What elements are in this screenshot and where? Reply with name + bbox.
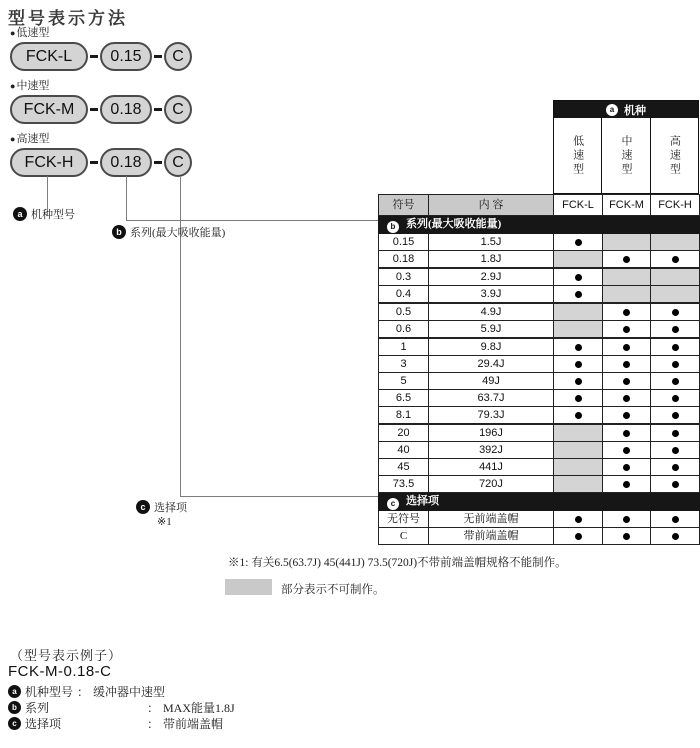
availability-cell: [651, 303, 700, 321]
note-reference: ※1: [157, 516, 172, 528]
availability-cell: [651, 390, 700, 407]
availability-cell: [603, 407, 651, 425]
dash-separator: [90, 161, 98, 164]
series-row: [379, 373, 700, 390]
content-cell: 1.5J: [429, 234, 554, 251]
option-code-bubble: C: [164, 148, 192, 177]
dash-separator: [154, 108, 162, 111]
available-dot-icon: [623, 533, 630, 540]
available-dot-icon: [623, 412, 630, 419]
availability-cell: [554, 234, 603, 251]
callout-line-b-vertical: [126, 176, 127, 221]
available-dot-icon: [623, 447, 630, 454]
content-cell: 5.9J: [429, 321, 554, 339]
example-value: 缓冲器中速型: [93, 685, 166, 699]
available-dot-icon: [623, 361, 630, 368]
dash-separator: [154, 55, 162, 58]
available-dot-icon: [672, 412, 679, 419]
availability-cell: [554, 268, 603, 286]
available-dot-icon: [623, 344, 630, 351]
example-label: 选择项: [25, 717, 62, 731]
model-code-bubble: FCK-M: [10, 95, 88, 124]
availability-cell: [651, 251, 700, 269]
availability-cell: [554, 476, 603, 493]
availability-cell: [554, 321, 603, 339]
available-dot-icon: [672, 344, 679, 351]
content-cell: 1.8J: [429, 251, 554, 269]
available-dot-icon: [623, 481, 630, 488]
letter-badge-a: a: [8, 685, 21, 698]
available-dot-icon: [623, 516, 630, 523]
availability-cell: [651, 286, 700, 304]
availability-cell: [554, 356, 603, 373]
symbol-cell: 45: [379, 459, 429, 476]
series-row: [379, 286, 700, 304]
availability-cell: [554, 251, 603, 269]
example-row-b: [8, 700, 235, 715]
content-cell: 720J: [429, 476, 554, 493]
content-header-cell: 内 容: [429, 195, 554, 216]
availability-cell: [603, 303, 651, 321]
availability-cell: [554, 442, 603, 459]
symbol-cell: 5: [379, 373, 429, 390]
example-colon: ：: [147, 717, 160, 731]
availability-cell: [651, 321, 700, 339]
content-cell: 无前端盖帽: [429, 511, 554, 528]
availability-cell: [651, 424, 700, 442]
availability-cell: [603, 251, 651, 269]
available-dot-icon: [672, 516, 679, 523]
series-rows: [379, 234, 700, 493]
content-cell: 392J: [429, 442, 554, 459]
content-cell: 4.9J: [429, 303, 554, 321]
available-dot-icon: [575, 412, 582, 419]
option-section-cell: [379, 493, 700, 511]
series-code-bubble: 0.15: [100, 42, 152, 71]
page-title: 型号表示方法: [8, 9, 128, 28]
available-dot-icon: [623, 326, 630, 333]
machine-type-header: [553, 100, 699, 194]
example-label: 系列: [25, 701, 50, 715]
machine-type-title-bar: [554, 101, 698, 118]
table-header-row: [379, 195, 700, 216]
availability-cell: [651, 356, 700, 373]
example-colon: ：: [77, 685, 90, 699]
series-code-bubble: 0.18: [100, 148, 152, 177]
availability-cell: [603, 234, 651, 251]
example-colon: ：: [147, 701, 160, 715]
available-dot-icon: [672, 256, 679, 263]
series-row: [379, 321, 700, 339]
availability-cell: [651, 234, 700, 251]
symbol-cell: 0.18: [379, 251, 429, 269]
model-header-fck-m: FCK-M: [603, 195, 651, 216]
machine-type-title: 机种: [624, 104, 646, 117]
letter-badge-c: c: [136, 500, 150, 514]
model-code-row: [10, 148, 192, 177]
letter-badge-a: a: [13, 207, 27, 221]
symbol-cell: 20: [379, 424, 429, 442]
callout-b: [112, 224, 225, 240]
availability-cell: [651, 528, 700, 545]
model-header-fck-l: FCK-L: [554, 195, 603, 216]
available-dot-icon: [623, 395, 630, 402]
content-cell: 63.7J: [429, 390, 554, 407]
available-dot-icon: [672, 464, 679, 471]
footnote-1: ※1: 有关6.5(63.7J) 45(441J) 73.5(720J)不带前端盖帽规格不能制作。: [228, 557, 567, 569]
series-section-cell: [379, 216, 700, 234]
option-rows: [379, 511, 700, 545]
availability-cell: [603, 390, 651, 407]
series-section-bar: [379, 216, 700, 234]
option-code-bubble: C: [164, 42, 192, 71]
available-dot-icon: [575, 395, 582, 402]
dash-separator: [154, 161, 162, 164]
symbol-cell: C: [379, 528, 429, 545]
content-cell: 9.8J: [429, 338, 554, 356]
option-row: [379, 528, 700, 545]
symbol-cell: 6.5: [379, 390, 429, 407]
availability-cell: [554, 528, 603, 545]
availability-cell: [603, 356, 651, 373]
available-dot-icon: [575, 516, 582, 523]
series-row: [379, 303, 700, 321]
available-dot-icon: [623, 309, 630, 316]
symbol-cell: 0.3: [379, 268, 429, 286]
model-code-row: [10, 95, 192, 124]
availability-cell: [554, 511, 603, 528]
letter-badge-b: b: [387, 221, 399, 233]
symbol-cell: 8.1: [379, 407, 429, 425]
content-cell: 2.9J: [429, 268, 554, 286]
series-section-title: 系列(最大吸收能量): [406, 218, 502, 230]
available-dot-icon: [672, 430, 679, 437]
speed-label: [10, 80, 192, 93]
model-code-bubble: FCK-H: [10, 148, 88, 177]
callout-a-label: 机种型号: [31, 209, 75, 221]
symbol-cell: 73.5: [379, 476, 429, 493]
speed-label: [10, 133, 192, 146]
model-header-fck-h: FCK-H: [651, 195, 700, 216]
availability-cell: [603, 286, 651, 304]
availability-table: [378, 194, 700, 545]
available-dot-icon: [575, 378, 582, 385]
gray-legend-swatch: [225, 579, 272, 595]
machine-col-label: 高速型: [668, 134, 681, 177]
symbol-cell: 3: [379, 356, 429, 373]
model-group-low-speed: [10, 27, 192, 71]
availability-cell: [554, 373, 603, 390]
available-dot-icon: [575, 344, 582, 351]
symbol-cell: 0.4: [379, 286, 429, 304]
availability-cell: [651, 476, 700, 493]
letter-badge-a: a: [606, 104, 618, 116]
availability-cell: [603, 442, 651, 459]
symbol-header-cell: 符号: [379, 195, 429, 216]
content-cell: 49J: [429, 373, 554, 390]
letter-badge-c: c: [8, 717, 21, 730]
machine-col-mid: [602, 118, 650, 193]
machine-col-high: [651, 118, 698, 193]
availability-cell: [554, 286, 603, 304]
availability-cell: [651, 407, 700, 425]
available-dot-icon: [672, 309, 679, 316]
speed-label-text: 低速型: [16, 27, 50, 39]
content-cell: 带前端盖帽: [429, 528, 554, 545]
bullet-icon: ●: [10, 28, 16, 38]
series-row: [379, 390, 700, 407]
availability-cell: [603, 476, 651, 493]
availability-cell: [603, 528, 651, 545]
letter-badge-b: b: [112, 225, 126, 239]
availability-cell: [554, 459, 603, 476]
available-dot-icon: [575, 274, 582, 281]
example-row-c: [8, 716, 235, 731]
dash-separator: [90, 108, 98, 111]
callout-line-c-horizontal: [180, 496, 378, 497]
availability-cell: [603, 373, 651, 390]
availability-cell: [554, 390, 603, 407]
available-dot-icon: [672, 447, 679, 454]
example-value: 带前端盖帽: [163, 717, 224, 731]
series-row: [379, 268, 700, 286]
symbol-cell: 0.6: [379, 321, 429, 339]
availability-cell: [603, 459, 651, 476]
option-section-bar: [379, 493, 700, 511]
symbol-cell: 1: [379, 338, 429, 356]
example-label: 机种型号: [25, 685, 74, 699]
callout-b-label: 系列(最大吸收能量): [130, 227, 226, 239]
availability-cell: [651, 442, 700, 459]
symbol-cell: 40: [379, 442, 429, 459]
machine-col-low: [554, 118, 602, 193]
letter-badge-b: b: [8, 701, 21, 714]
content-cell: 3.9J: [429, 286, 554, 304]
callout-a: [13, 206, 75, 222]
callout-c-label: 选择项: [154, 502, 187, 514]
example-row-a: [8, 684, 235, 699]
model-group-mid-speed: [10, 80, 192, 124]
available-dot-icon: [575, 361, 582, 368]
series-row: [379, 407, 700, 425]
series-row: [379, 356, 700, 373]
available-dot-icon: [623, 378, 630, 385]
speed-label-text: 高速型: [16, 133, 50, 145]
available-dot-icon: [672, 326, 679, 333]
content-cell: 79.3J: [429, 407, 554, 425]
model-code-row: [10, 42, 192, 71]
available-dot-icon: [672, 395, 679, 402]
machine-type-columns: [554, 118, 698, 193]
availability-cell: [554, 303, 603, 321]
option-row: [379, 511, 700, 528]
availability-cell: [554, 407, 603, 425]
option-section-title: 选择项: [406, 495, 439, 507]
example-value: MAX能量1.8J: [163, 701, 235, 715]
callout-line-b-horizontal: [126, 220, 378, 221]
speed-label-text: 中速型: [16, 80, 50, 92]
content-cell: 29.4J: [429, 356, 554, 373]
model-code-bubble: FCK-L: [10, 42, 88, 71]
bullet-icon: ●: [10, 134, 16, 144]
option-code-bubble: C: [164, 95, 192, 124]
available-dot-icon: [575, 533, 582, 540]
content-cell: 441J: [429, 459, 554, 476]
available-dot-icon: [672, 378, 679, 385]
availability-cell: [603, 338, 651, 356]
available-dot-icon: [623, 430, 630, 437]
available-dot-icon: [672, 533, 679, 540]
symbol-cell: 无符号: [379, 511, 429, 528]
symbol-cell: 0.5: [379, 303, 429, 321]
availability-cell: [603, 268, 651, 286]
availability-cell: [651, 373, 700, 390]
series-row: [379, 442, 700, 459]
series-row: [379, 338, 700, 356]
availability-cell: [651, 268, 700, 286]
series-row: [379, 251, 700, 269]
machine-col-label: 中速型: [619, 134, 632, 177]
model-group-high-speed: [10, 133, 192, 177]
callout-c: [136, 499, 187, 515]
dash-separator: [90, 55, 98, 58]
series-row: [379, 234, 700, 251]
example-model-number: FCK-M-0.18-C: [8, 663, 112, 680]
available-dot-icon: [575, 291, 582, 298]
series-row: [379, 424, 700, 442]
example-heading: （型号表示例子）: [10, 648, 123, 663]
availability-cell: [651, 459, 700, 476]
available-dot-icon: [672, 361, 679, 368]
series-row: [379, 459, 700, 476]
series-code-bubble: 0.18: [100, 95, 152, 124]
series-row: [379, 476, 700, 493]
availability-cell: [603, 424, 651, 442]
available-dot-icon: [575, 239, 582, 246]
availability-cell: [603, 321, 651, 339]
speed-label: [10, 27, 192, 40]
availability-cell: [651, 511, 700, 528]
symbol-cell: 0.15: [379, 234, 429, 251]
availability-cell: [603, 511, 651, 528]
bullet-icon: ●: [10, 81, 16, 91]
example-rows: [8, 684, 235, 732]
content-cell: 196J: [429, 424, 554, 442]
available-dot-icon: [623, 464, 630, 471]
available-dot-icon: [623, 256, 630, 263]
letter-badge-c: c: [387, 498, 399, 510]
machine-col-label: 低速型: [571, 134, 584, 177]
availability-cell: [554, 338, 603, 356]
availability-cell: [651, 338, 700, 356]
gray-legend-text: 部分表示不可制作。: [281, 584, 385, 596]
availability-cell: [554, 424, 603, 442]
available-dot-icon: [672, 481, 679, 488]
